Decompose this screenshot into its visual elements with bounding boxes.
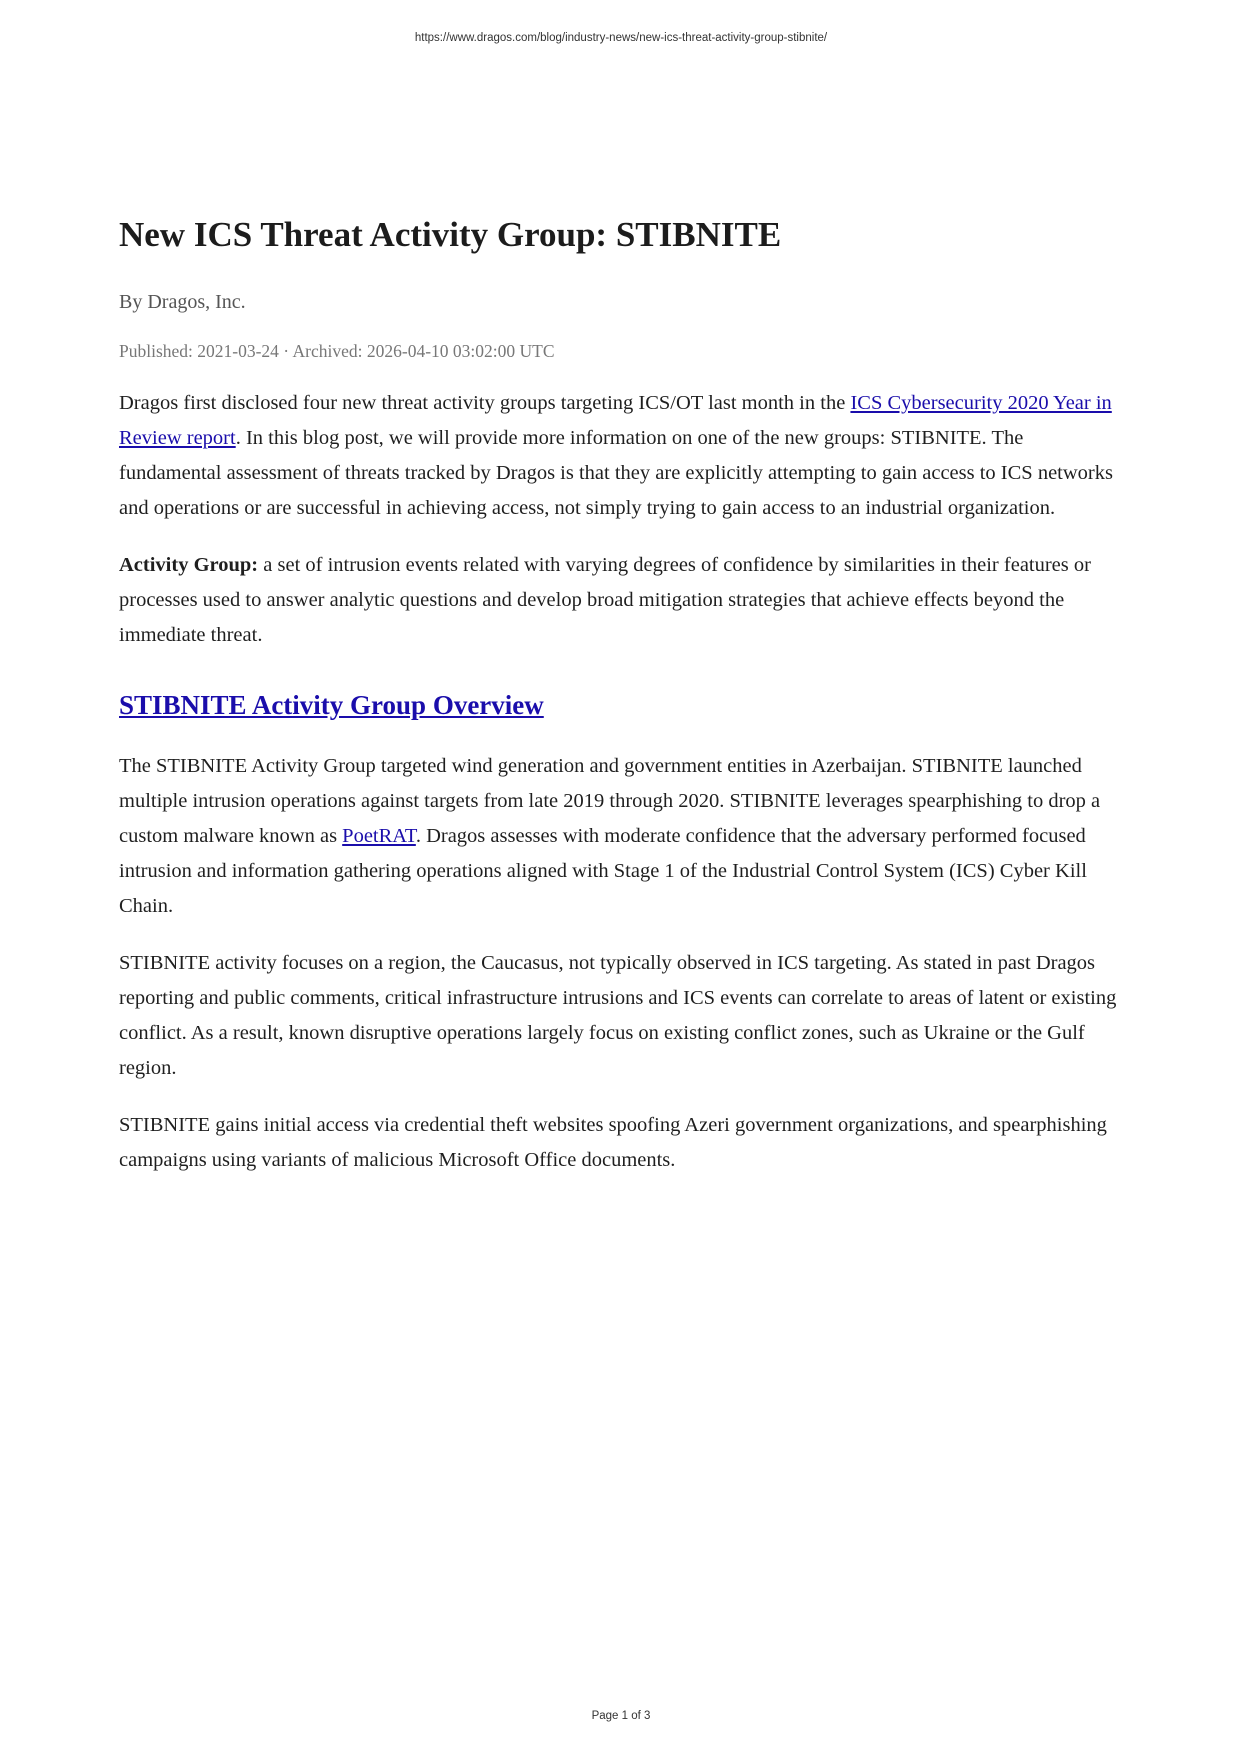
definition-term: Activity Group: [119, 554, 259, 576]
activity-group-definition [119, 548, 1129, 653]
section-heading-link[interactable]: STIBNITE Activity Group Overview [119, 690, 544, 720]
section-heading [119, 687, 1129, 723]
article-meta: Published: 2021-03-24 · Archived: 2026-04-10 03:02:00 UTC [119, 341, 555, 361]
article [119, 212, 1129, 1200]
overview-text-before: The STIBNITE Activity Group targeted wind generation and government entities in Azerbaijan. STIBNITE launched multiple intrusion operations against targets from late 2019 through 2020. STIBNITE leverages spearphishing to drop a custom malware known as [119, 755, 1101, 847]
ics-year-in-review-link[interactable]: ICS Cybersecurity 2020 Year in Review report [119, 392, 1112, 449]
overview-paragraph [119, 749, 1129, 924]
page-number: Page 1 of 3 [591, 1710, 651, 1722]
initial-access-paragraph: STIBNITE gains initial access via credential theft websites spoofing Azeri government organizations, and spearphishing campaigns using variants of malicious Microsoft Office documents. [119, 1114, 1107, 1171]
intro-text-before: Dragos first disclosed four new threat activity groups targeting ICS/OT last month in the [119, 392, 851, 414]
definition-text: a set of intrusion events related with varying degrees of confidence by similarities in their features or processes used to answer analytic questions and develop broad mitigation strategies that achieve effects beyond the immediate threat. [119, 554, 1091, 646]
article-byline: By Dragos, Inc. [119, 291, 246, 313]
page-url-header: https://www.dragos.com/blog/industry-news/new-ics-threat-activity-group-stibnite/ [414, 32, 828, 44]
poetrat-link[interactable]: PoetRAT [342, 825, 416, 847]
overview-text-after: . Dragos assesses with moderate confidence that the adversary performed focused intrusion and information gathering operations aligned with Stage 1 of the Industrial Control System (ICS) Cyber Kill Chain. [119, 825, 1087, 917]
intro-text-after: . In this blog post, we will provide more information on one of the new groups: STIBNITE. The fundamental assessment of threats tracked by Dragos is that they are explicitly attempting to gain access to ICS networks and operations or are successful in achieving access, not simply trying to gain access to an industrial organization. [119, 427, 1113, 519]
article-title: New ICS Threat Activity Group: STIBNITE [119, 215, 782, 254]
region-paragraph: STIBNITE activity focuses on a region, the Caucasus, not typically observed in ICS targeting. As stated in past Dragos reporting and public comments, critical infrastructure intrusions and ICS events can correlate to areas of latent or existing conflict. As a result, known disruptive operations largely focus on existing conflict zones, such as Ukraine or the Gulf region. [119, 952, 1117, 1079]
intro-paragraph [119, 386, 1129, 526]
